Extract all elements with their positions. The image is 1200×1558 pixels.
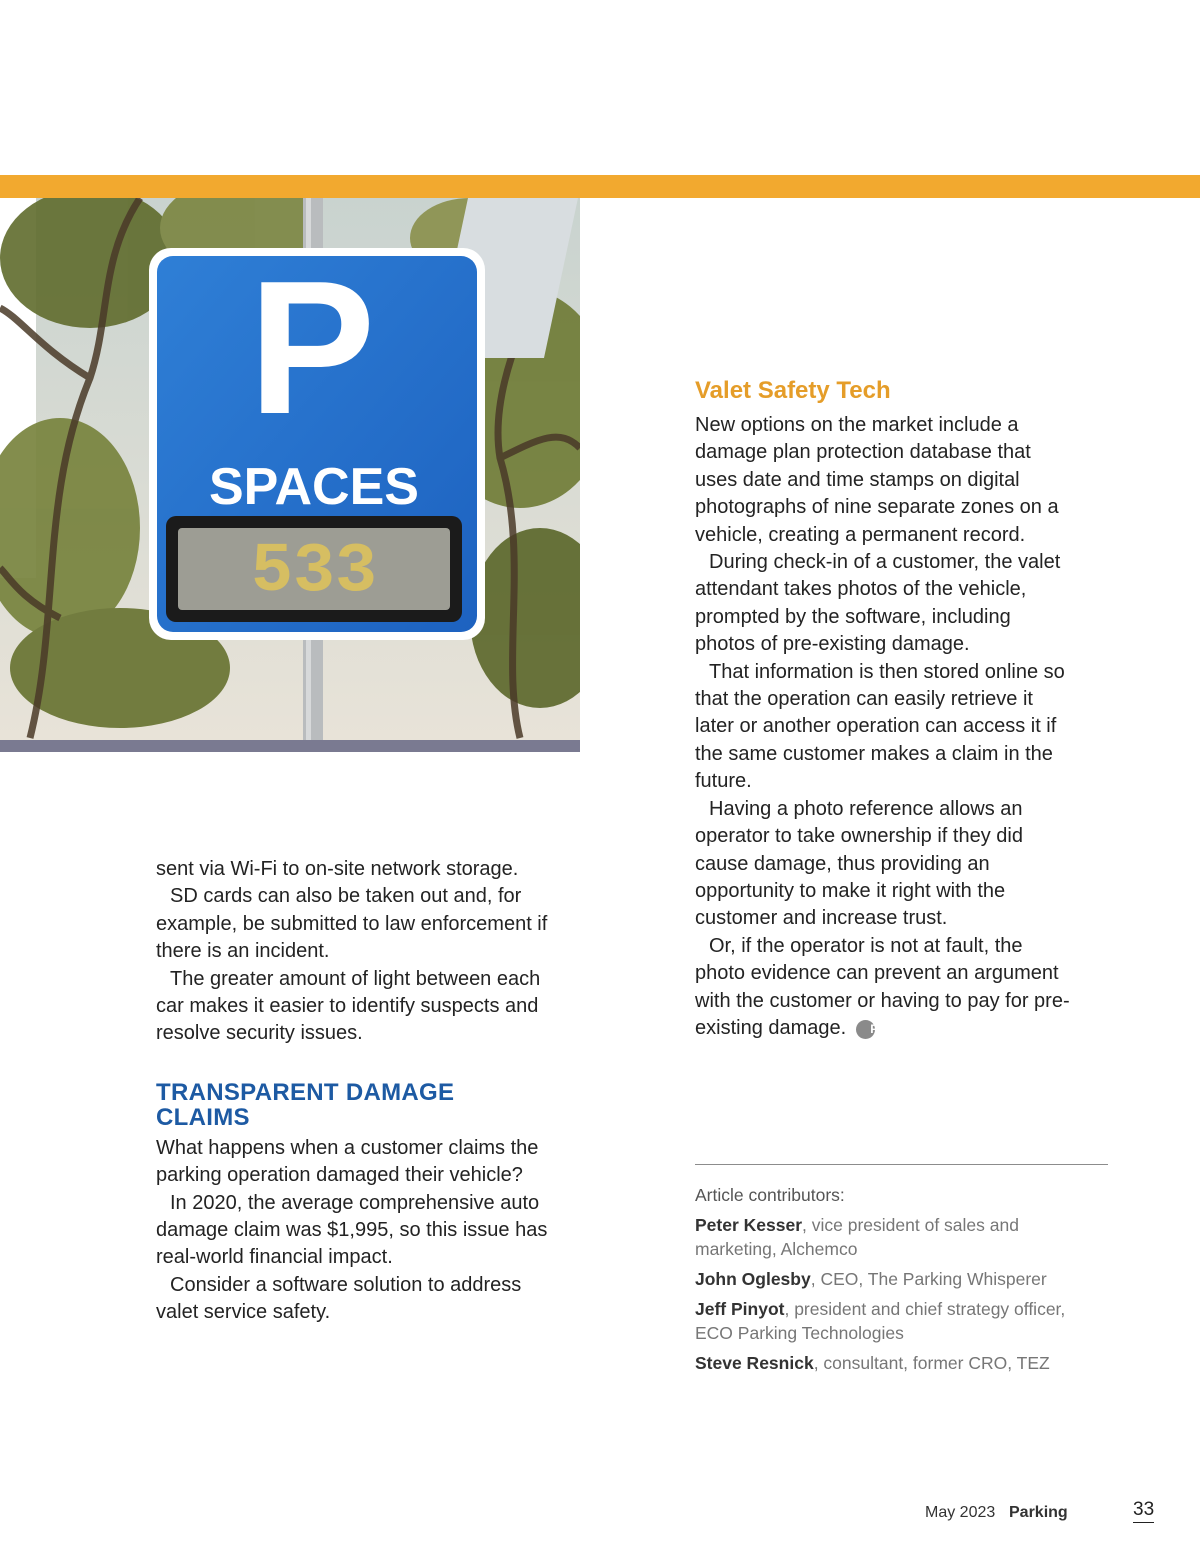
contributor-role: , consultant, former CRO, TEZ: [813, 1353, 1050, 1373]
sign-word: SPACES: [209, 458, 419, 516]
page-footer: [900, 1499, 1160, 1532]
left-paragraph-5: In 2020, the average comprehensive auto damage claim was $1,995, so this issue has real-world financial impact.: [156, 1191, 548, 1269]
right-paragraph-5: [695, 933, 1075, 1043]
contributor-item: [695, 1297, 1105, 1345]
right-paragraph-5-text: Or, if the operator is not at fault, the photo evidence can prevent an argument with the customer or having to pay for pre-existing damage.: [695, 934, 1070, 1039]
left-paragraph-4: What happens when a customer claims the parking operation damaged their vehicle?: [156, 1136, 539, 1187]
sign-letter: P: [248, 242, 376, 454]
left-paragraph-6: Consider a software solution to address valet service safety.: [156, 1273, 522, 1324]
contributor-role: , CEO, The Parking Whisperer: [810, 1269, 1047, 1289]
right-paragraph-2: During check-in of a customer, the valet attendant takes photos of the vehicle, prompted by the software, including photos of pre-existing damage.: [695, 551, 1061, 656]
right-column: [695, 376, 1075, 1042]
sign-led-display: 533: [250, 533, 378, 612]
right-paragraph-3: That information is then stored online so that the operation can easily retrieve it later or another operation can access it if the same customer makes a claim in the future.: [695, 660, 1065, 793]
contributor-role: , president and chief strategy officer, ECO Parking Technologies: [695, 1299, 1066, 1343]
left-column: [156, 856, 551, 1327]
contributor-item: [695, 1351, 1105, 1375]
header-accent-bar: [0, 175, 1200, 198]
parking-sign-photo: [0, 198, 580, 740]
right-paragraph-4: Having a photo reference allows an operator to take ownership if they did cause damage, thus providing an opportunity to make it right with the customer and increase trust.: [695, 797, 1023, 930]
article-contributors: [695, 1183, 1105, 1381]
left-paragraph-2: SD cards can also be taken out and, for example, be submitted to law enforcement if there is an incident.: [156, 885, 548, 963]
contributor-name: Steve Resnick: [695, 1353, 814, 1373]
left-paragraph-1: sent via Wi-Fi to on-site network storage.: [156, 858, 519, 880]
left-paragraph-3: The greater amount of light between each car makes it easier to identify suspects and resolve security issues.: [156, 967, 541, 1045]
footer-magazine-name: Parking: [1009, 1504, 1068, 1521]
photo-bottom-strip: [0, 740, 580, 752]
end-of-article-icon: P: [856, 1020, 875, 1039]
contributor-item: [695, 1267, 1105, 1291]
contributor-role: , vice president of sales and marketing, Alchemco: [695, 1215, 1019, 1259]
section-heading-damage-claims: TRANSPARENT DAMAGE CLAIMS: [156, 1078, 455, 1131]
page-number: 33: [1133, 1499, 1154, 1523]
section-heading-valet-tech: Valet Safety Tech: [695, 377, 891, 404]
contributors-label: Article contributors:: [695, 1185, 845, 1205]
contributors-divider: [695, 1164, 1108, 1165]
contributor-name: Jeff Pinyot: [695, 1299, 785, 1319]
contributor-name: Peter Kesser: [695, 1215, 803, 1235]
right-paragraph-1: New options on the market include a damage plan protection database that uses date and time stamps on digital photographs of nine separate zones on a vehicle, creating a permanent record.: [695, 414, 1059, 546]
contributor-name: John Oglesby: [695, 1269, 811, 1289]
contributor-item: [695, 1213, 1105, 1261]
footer-issue-date: May 2023: [925, 1504, 996, 1521]
